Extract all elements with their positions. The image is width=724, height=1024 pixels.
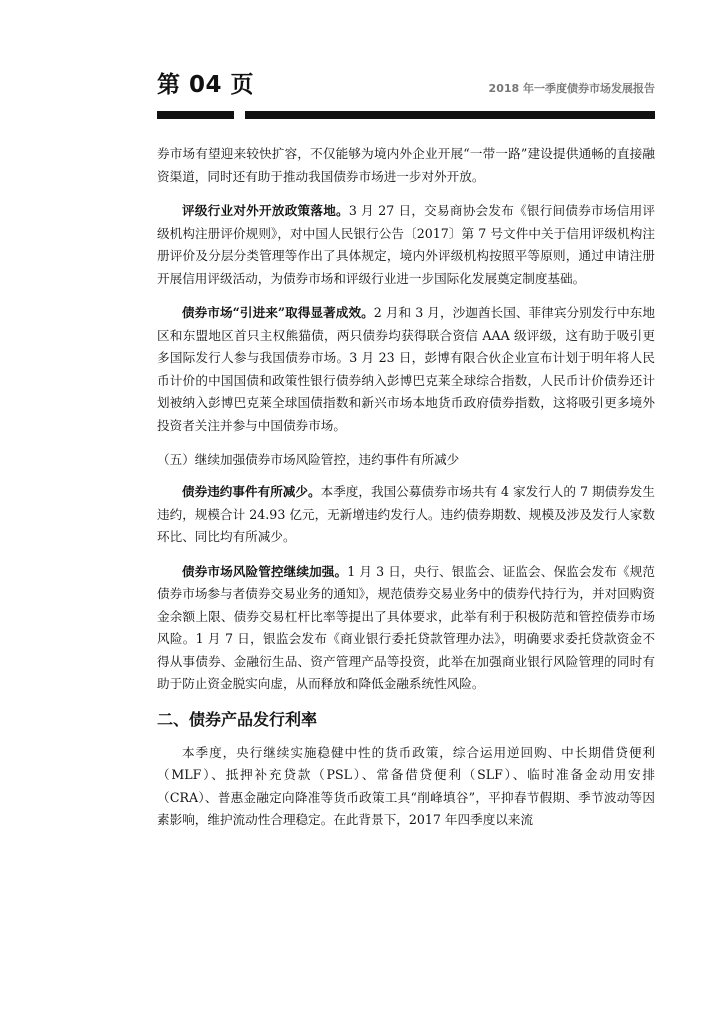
paragraph-bring-in: [157, 302, 655, 437]
paragraph-rating-industry: [157, 200, 655, 290]
section-heading: 二、债券产品发行利率: [157, 709, 318, 729]
header-rule-right: [245, 111, 655, 119]
paragraph-continuation: 券市场有望迎来较快扩容，不仅能够为境内外企业开展“一带一路”建设提供通畅的直接融资渠道，同时还有助于推动我国债券市场进一步对外开放。: [157, 146, 655, 184]
page-header: [157, 72, 655, 112]
subsection-heading: （五）继续加强债券市场风险管控，违约事件有所减少: [157, 452, 460, 467]
paragraph-lead: 债券市场风险管控继续加强。: [182, 563, 348, 579]
paragraph-monetary-policy: 本季度，央行继续实施稳健中性的货币政策，综合运用逆回购、中长期借贷便利（MLF）、抵押补充贷款（PSL）、常备借贷便利（SLF）、临时准备金动用安排（CRA）、普惠金融定向降准等货币政策工具“削峰填谷”，平抑春节假期、季节波动等因素影响，维护流动性合理稳定。在此背景下，2017 年四季度以来流: [157, 744, 655, 827]
page-number: 第 04 页: [157, 72, 255, 98]
header-rule-left: [157, 111, 234, 119]
paragraph-text: 本季度，我国公募债券市场共有 4 家发行人的 7 期债券发生违约，规模合计 24.93 亿元，无新增违约发行人。违约债券期数、规模及涉及发行人家数环比、同比均有所减少。: [157, 484, 656, 544]
paragraph-risk-control: [157, 561, 655, 696]
paragraph-default-events: [157, 481, 655, 549]
document-body: [157, 143, 655, 844]
report-title: 2018 年一季度债券市场发展报告: [488, 82, 655, 95]
paragraph-lead: 债券违约事件有所减少。: [182, 484, 321, 499]
paragraph-lead: 评级行业对外开放政策落地。: [182, 203, 349, 218]
paragraph-text: 3 月 27 日，交易商协会发布《银行间债券市场信用评级机构注册评价规则》，对中国人民银行公告〔2017〕第 7 号文件中关于信用评级机构注册评价及分层分类管理等作出了具体规定，境内外评级机构按照平等原则，通过申请注册开展信用评级活动，为债券市场和评级行业进一步国际化发展奠定制度基础。: [157, 203, 655, 286]
paragraph-text: 1 月 3 日，央行、银监会、证监会、保监会发布《规范债券市场参与者债券交易业务的通知》，规范债券交易业务中的债券代持行为，并对回购资金余额上限、债券交易杠杆比率等提出了具体要求，此举有利于积极防范和管控债券市场风险。1 月 7 日，银监会发布《商业银行委托贷款管理办法》，明确要求委托贷款资金不得从事债券、金融衍生品、资产管理产品等投资，此举在加强商业银行风险管理的同时有助于防止资金脱实向虚，从而释放和降低金融系统性风险。: [157, 563, 655, 691]
paragraph-lead: 债券市场“引进来”取得显著成效。: [182, 305, 374, 320]
paragraph-text: 2 月和 3 月，沙迦酋长国、菲律宾分别发行中东地区和东盟地区首只主权熊猫债，两只债券均获得联合资信 AAA 级评级，这有助于吸引更多国际发行人参与我国债券市场。3 月 23 日，彭博有限合伙企业宣布计划于明年将人民币计价的中国国债和政策性银行债券纳入彭博巴克莱全球综合指数，人民币计价债券还计划被纳入彭博巴克莱全球国债指数和新兴市场本地货币政府债券指数，这将吸引更多境外投资者关注并参与中国债券市场。: [157, 305, 655, 433]
